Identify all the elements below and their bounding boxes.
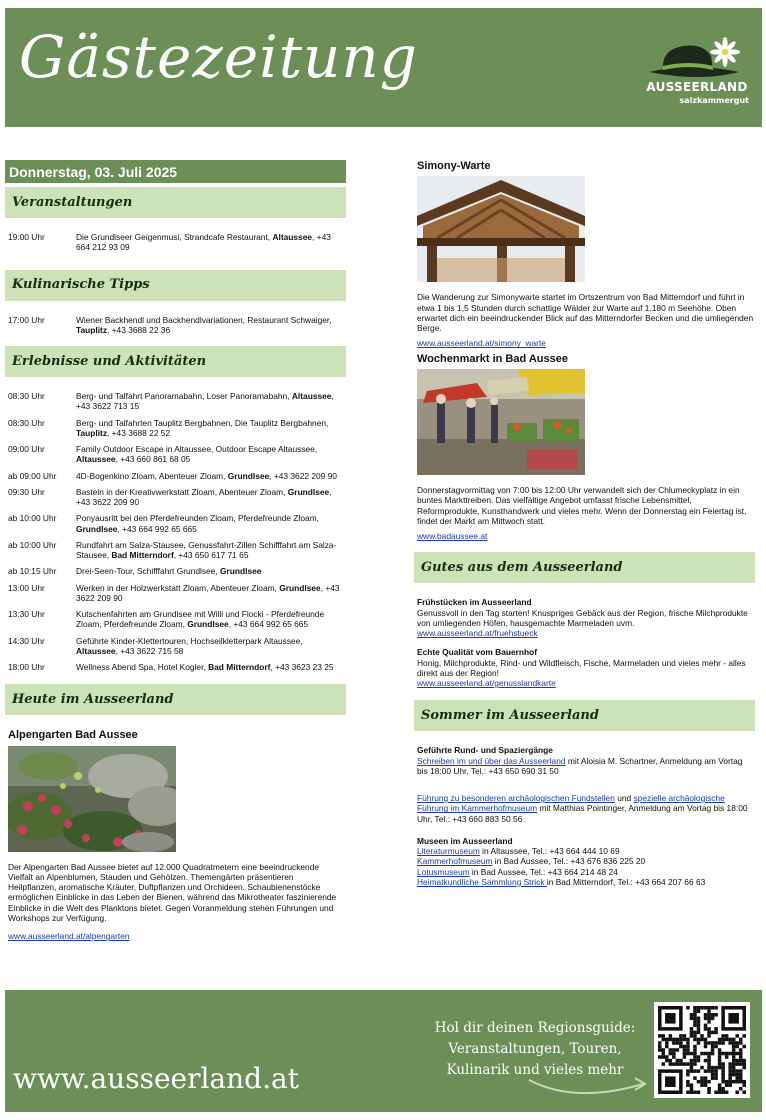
section-erlebnisse: Erlebnisse und Aktivitäten — [5, 346, 346, 377]
museum-link[interactable]: Kammerhofmuseum — [417, 856, 493, 867]
event-time: 19:00 Uhr — [8, 232, 45, 242]
sommer-g2-detail: mit Matthias Pointinger, Anmeldung am Vortag bis 18:00 Uhr, Tel.: +43 660 883 50 56 — [417, 803, 748, 824]
event-time: 08:30 Uhr — [8, 391, 45, 401]
event-description: Wiener Backhendl und Backhendlvariationen, Restaurant Schwaiger, Tauplitz, +43 3688 22 36 — [76, 314, 332, 335]
gutes-1-title: Frühstücken im Ausseerland — [417, 597, 532, 608]
footer-url[interactable]: www.ausseerland.at — [13, 1062, 299, 1095]
event-description: Ponyausritt bei den Pferdefreunden Zloam, Pferdefreunde Zloam, Grundlsee, +43 664 992 65 665 — [76, 513, 320, 534]
kulinarisch-list — [5, 315, 346, 336]
hat-edelweiss-icon — [641, 36, 753, 84]
newspaper-title: Gästezeitung — [19, 23, 418, 91]
event-row — [8, 513, 346, 534]
date-bar: Donnerstag, 03. Juli 2025 — [5, 160, 346, 183]
ausseerland-logo[interactable] — [641, 36, 753, 108]
header-banner — [5, 8, 762, 127]
promo-line-3: Kulinarik und vieles mehr — [446, 1061, 624, 1078]
event-time: ab 09:00 Uhr — [8, 470, 57, 481]
museen-block — [417, 836, 755, 887]
simony-title: Simony-Warte — [417, 160, 491, 172]
museum-link[interactable]: Lotusmuseum — [417, 866, 470, 877]
event-time: 14:30 Uhr — [8, 635, 45, 646]
sommer-g2-link-1[interactable]: Führung zu besonderen archäologischen Fundstellen — [417, 793, 615, 804]
event-description: Rundfahrt am Salza-Stausee, Genussfahrt-Zillen Schifffahrt am Salza-Stausee, Bad Mitterndorf, +43 650 617 71 65 — [76, 539, 337, 560]
erlebnisse-list — [5, 391, 346, 672]
event-time: 13:00 Uhr — [8, 582, 45, 593]
alpengarten-photo — [8, 746, 176, 852]
museen-title: Museen im Ausseerland — [417, 835, 513, 846]
section-sommer: Sommer im Ausseerland — [414, 700, 755, 731]
event-description: Die Grundlseer Geigenmusi, Strandcafe Restaurant, Altaussee, +43 664 212 93 09 — [76, 232, 331, 253]
event-row — [8, 566, 346, 576]
wochenmarkt-article — [417, 353, 755, 542]
sommer-g1-text — [417, 756, 755, 777]
logo-sub-text: salzkammergut — [679, 96, 749, 105]
alpengarten-link[interactable]: www.ausseerland.at/alpengarten — [8, 931, 130, 942]
promo-line-2: Veranstaltungen, Touren, — [448, 1040, 622, 1057]
event-description: Geführte Kinder-Klettertouren, Hochseilkletterpark Altaussee, Altaussee, +43 3622 715 58 — [76, 635, 303, 656]
museum-link[interactable]: Heimatkundliche Sammlung Strick — [417, 876, 547, 887]
museum-item: Heimatkundliche Sammlung Strick in Bad Mitterndorf, Tel.: +43 664 207 66 63 — [417, 876, 706, 887]
left-column — [5, 160, 346, 941]
museum-item: Lotusmuseum in Bad Aussee, Tel.: +43 664 214 48 24 — [417, 866, 618, 877]
sommer-block-2 — [417, 793, 755, 824]
museum-item: Literaturmuseum in Altaussee, Tel.: +43 664 444 10 69 — [417, 846, 620, 857]
sommer-g1-detail: mit Aloisia M. Schartner, Anmeldung am Vortag bis 18:00 Uhr, Tel.: +43 650 690 31 50 — [417, 755, 743, 776]
event-description: Family Outdoor Escape in Altaussee, Outdoor Escape Altaussee, Altaussee, +43 660 861 68 05 — [76, 444, 318, 465]
event-description: Werken in der Holzwerkstatt Zloam, Abenteuer Zloam, Grundlsee, +43 3622 209 90 — [76, 582, 340, 603]
event-time: 09:00 Uhr — [8, 444, 45, 454]
event-row — [8, 636, 346, 657]
event-time: 13:30 Uhr — [8, 609, 45, 619]
promo-line-1: Hol dir deinen Regionsguide: — [434, 1020, 636, 1036]
alpengarten-text: Der Alpengarten Bad Aussee bietet auf 12.000 Quadratmetern eine beeindruckende Vielfalt an Alpenblumen, Stauden und Gehölzen. Themengärten präsentieren Heilpflanzen, aromatische Kräuter, Duftpflanzen und Orchideen. Schaubienenstöcke ermöglichen Einblicke in das Leben der Bienen, während das Mikrotheater faszinierende Einblicke in die Welt des Planktons bietet. Gegen Voranmeldung stehen Führungen und Workshops zur Verfügung. — [8, 861, 337, 923]
qr-code-icon — [654, 1002, 750, 1098]
qr-code[interactable] — [654, 1002, 750, 1098]
simony-photo — [417, 176, 585, 282]
arrow-icon — [525, 1070, 655, 1104]
logo-brand-text: AUSSEERLAND — [646, 80, 748, 94]
museum-item: Kammerhofmuseum in Bad Aussee, Tel.: +43 676 836 225 20 — [417, 856, 646, 867]
event-time: ab 10:15 Uhr — [8, 566, 57, 577]
event-row — [8, 315, 346, 336]
event-row — [8, 609, 346, 630]
simony-link[interactable]: www.ausseerland.at/simony_warte — [417, 338, 546, 349]
event-row — [8, 583, 346, 604]
gutes-2-title: Echte Qualität vom Bauernhof — [417, 647, 538, 658]
event-description: 4D-Bogenkino Zloam, Abenteuer Zloam, Grundlsee, +43 3622 209 90 — [76, 470, 337, 481]
sommer-g2-link-2[interactable]: spezielle archäologische Führung im Kammerhofmuseum — [417, 793, 725, 814]
sommer-g2-mid: und — [614, 793, 634, 804]
veranstaltungen-list — [5, 232, 346, 253]
event-row — [8, 232, 346, 253]
wochenmarkt-photo — [417, 369, 585, 475]
event-row — [8, 444, 346, 465]
event-description: Drei-Seen-Tour, Schifffahrt Grundlsee, Grundlsee — [76, 566, 262, 577]
event-description: Wellness Abend Spa, Hotel Kogler, Bad Mitterndorf, +43 3623 23 25 — [76, 662, 334, 672]
event-row — [8, 418, 346, 439]
event-time: 18:00 Uhr — [8, 662, 45, 672]
sommer-g2-text — [417, 793, 755, 824]
wochenmarkt-text: Donnerstagvormittag von 7:00 bis 12:00 Uhr verwandelt sich der Chlumeckyplatz in ein buntes Markttreiben. Das vielfältige Angebot umfasst frische Lebensmittel, Reformprodukte, Kunsthandwerk und vieles mehr. Wenn der Donnerstag ein Feiertag ist, findet der Markt am Mittwoch statt. — [417, 485, 747, 526]
right-column — [414, 160, 755, 887]
gutes-1-text: Genussvoll in den Tag starten! Knuspriges Gebäck aus der Region, frische Milchprodukte von umliegenden Höfen, hausgemachte Marmeladen uvm. — [417, 607, 748, 628]
gutes-1-link[interactable]: www.ausseerland.at/fruehstueck — [417, 628, 538, 639]
section-veranstaltungen: Veranstaltungen — [5, 187, 346, 218]
museen-list — [417, 846, 755, 887]
simony-article — [417, 160, 755, 349]
market-image — [417, 369, 585, 475]
event-row — [8, 391, 346, 412]
section-kulinarisch: Kulinarische Tipps — [5, 270, 346, 301]
gutes-2-text: Honig, Milchprodukte, Rind- und Wildfleisch, Fische, Marmeladen und vieles mehr - alles direkt aus der Region! — [417, 657, 746, 678]
section-heute: Heute im Ausseerland — [5, 684, 346, 715]
alpengarten-article — [8, 729, 346, 941]
event-description: Berg- und Talfahrten Tauplitz Bergbahnen, Die Tauplitz Bergbahnen, Tauplitz, +43 3688 22 52 — [76, 417, 329, 438]
event-description: Basteln in der Kreativwerkstatt Zloam, Abenteuer Zloam, Grundlsee, +43 3622 209 90 — [76, 486, 332, 507]
sommer-g1-title: Geführte Rund- und Spaziergänge — [417, 745, 553, 756]
event-row — [8, 471, 346, 481]
event-time: 08:30 Uhr — [8, 417, 45, 428]
event-time: ab 10:00 Uhr — [8, 513, 57, 524]
event-time: ab 10:00 Uhr — [8, 539, 57, 550]
wochenmarkt-title: Wochenmarkt in Bad Aussee — [417, 352, 568, 365]
event-row — [8, 487, 346, 508]
gutes-block-1 — [417, 597, 755, 638]
sommer-block-1 — [417, 745, 755, 776]
wooden-tower-image — [417, 176, 585, 282]
alpine-garden-image — [8, 746, 176, 852]
gutes-block-2 — [417, 647, 755, 688]
event-description: Berg- und Talfahrt Panoramabahn, Loser Panoramabahn, Altaussee, +43 3622 713 15 — [76, 391, 334, 412]
gutes-2-link[interactable]: www.ausseerland.at/genusslandkarte — [417, 678, 556, 689]
event-row — [8, 540, 346, 561]
simony-text: Die Wanderung zur Simonywarte startet im Ortszentrum von Bad Mitterndorf und führt in etwa 1 bis 1,5 Stunden durch schattige Wälder zur Warte auf 1.180 m Seehöhe. Oben erwartet dich ein beeindruckender Blick auf das Mitterndorfer Becken und die umliegenden Berge. — [417, 292, 754, 334]
alpengarten-title: Alpengarten Bad Aussee — [8, 729, 138, 742]
museum-link[interactable]: Literaturmuseum — [417, 846, 480, 857]
wochenmarkt-link[interactable]: www.badaussee.at — [417, 531, 488, 542]
event-time: 09:30 Uhr — [8, 486, 45, 497]
event-time: 17:00 Uhr — [8, 314, 45, 325]
footer-banner — [5, 990, 762, 1112]
section-gutes: Gutes aus dem Ausseerland — [414, 552, 755, 583]
event-row — [8, 662, 346, 672]
sommer-g1-link[interactable]: Schreiben im und über das Ausseerland — [417, 755, 566, 766]
event-description: Kutschenfahrten am Grundlsee mit Willi und Flocki - Pferdefreunde Zloam, Pferdefreunde Zloam, Grundlsee, +43 664 992 65 665 — [76, 609, 325, 630]
